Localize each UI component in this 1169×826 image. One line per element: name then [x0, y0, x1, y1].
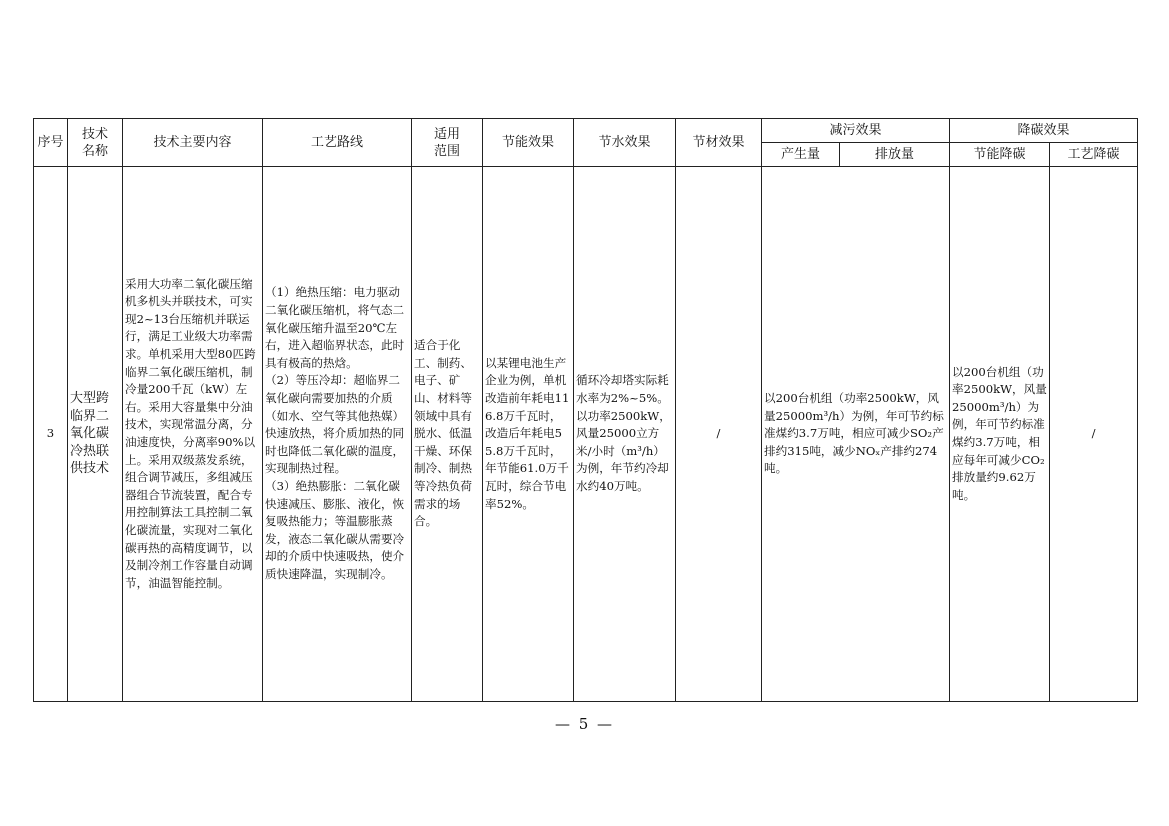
header-energy: 节能效果 [483, 119, 574, 167]
cell-content: 采用大功率二氧化碳压缩机多机头并联技术，可实现2~13台压缩机并联运行，满足工业级大功率需求。单机采用大型80匹跨临界二氧化碳压缩机，制冷量200千瓦（kW）左右。采用大容量集中分油技术，实现常温分离，分油速度快，分离率90%以上。采用双级蒸发系统，组合调节减压，多组减压器组合节流装置，配合专用控制算法工具控制二氧化碳流量，实现对二氧化碳再热的高精度调节，以及制冷剂工作容量自动调节，油温智能控制。 [123, 167, 263, 702]
cell-carbon-energy: 以200台机组（功率2500kW，风量25000m³/h）为例，年可节约标准煤约3.7万吨，相应每年可减少CO₂排放量约9.62万吨。 [950, 167, 1050, 702]
header-water: 节水效果 [574, 119, 676, 167]
header-tech-name: 技术 名称 [68, 119, 123, 167]
header-carbon-process: 工艺降碳 [1050, 143, 1138, 167]
header-seq: 序号 [34, 119, 68, 167]
page-number: — 5 — [554, 715, 615, 733]
cell-seq: 3 [34, 167, 68, 702]
header-pollution-production: 产生量 [762, 143, 840, 167]
cell-carbon-process: / [1050, 167, 1138, 702]
header-pollution-emission: 排放量 [840, 143, 950, 167]
header-scope: 适用 范围 [412, 119, 483, 167]
cell-material: / [676, 167, 762, 702]
cell-tech-name: 大型跨临界二氧化碳冷热联供技术 [68, 167, 123, 702]
cell-pollution: 以200台机组（功率2500kW，风量25000m³/h）为例，年可节约标准煤约3.7万吨，相应可减少SO₂产排约315吨，减少NOₓ产排约274吨。 [762, 167, 950, 702]
header-pollution: 减污效果 [762, 119, 950, 143]
header-material: 节材效果 [676, 119, 762, 167]
cell-water: 循环冷却塔实际耗水率为2%~5%。以功率2500kW，风量25000立方米/小时（m³/h）为例，年节约冷却水约40万吨。 [574, 167, 676, 702]
technology-table [33, 118, 1138, 702]
header-carbon: 降碳效果 [950, 119, 1138, 143]
header-carbon-energy: 节能降碳 [950, 143, 1050, 167]
header-content: 技术主要内容 [123, 119, 263, 167]
cell-energy: 以某锂电池生产企业为例，单机改造前年耗电116.8万千瓦时，改造后年耗电55.8万千瓦时，年节能61.0万千瓦时，综合节电率52%。 [483, 167, 574, 702]
cell-scope: 适合于化工、制药、电子、矿山、材料等领域中具有脱水、低温干燥、环保制冷、制热等冷热负荷需求的场合。 [412, 167, 483, 702]
cell-process: （1）绝热压缩：电力驱动二氧化碳压缩机，将气态二氧化碳压缩升温至20℃左右，进入超临界状态，此时具有极高的热焓。 （2）等压冷却：超临界二氧化碳向需要加热的介质（如水、空气等其他热媒）快速放热，将介质加热的同时也降低二氧化碳的温度，实现制热过程。 （3）绝热膨胀：二氧化碳快速减压、膨胀、液化，恢复吸热能力；等温膨胀蒸发，液态二氧化碳从需要冷却的介质中快速吸热，使介质快速降温，实现制冷。 [263, 167, 412, 702]
header-process: 工艺路线 [263, 119, 412, 167]
